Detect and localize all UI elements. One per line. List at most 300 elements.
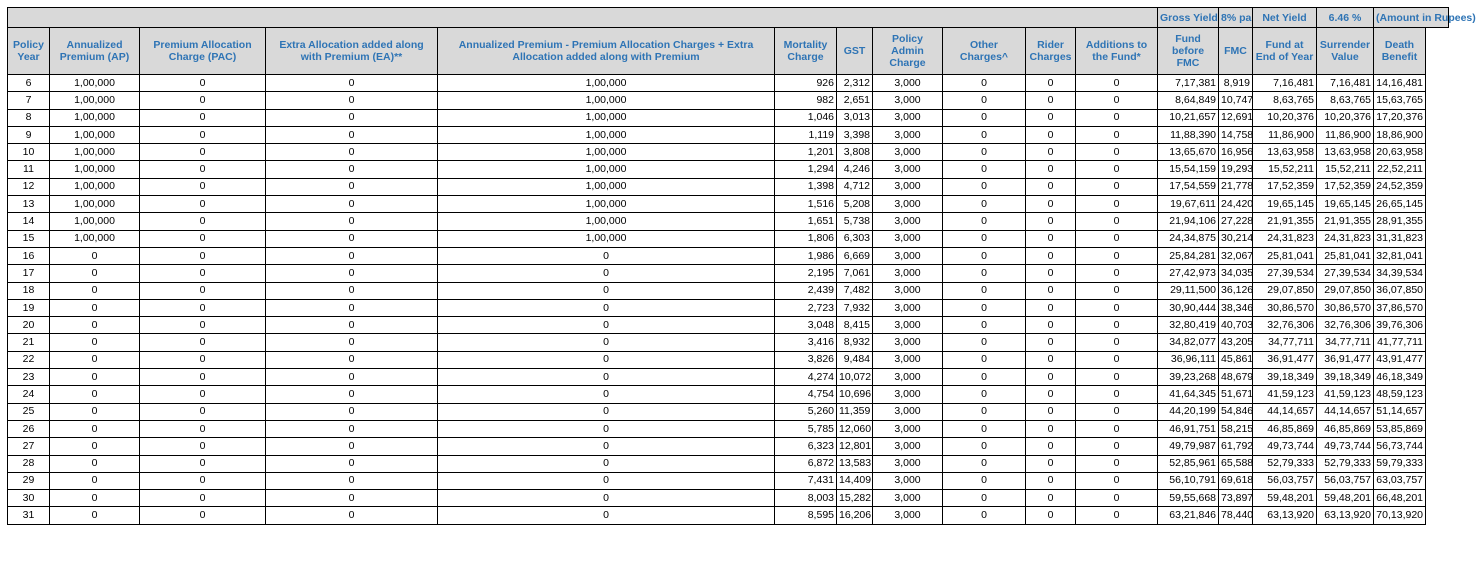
table-cell: 6,303 (837, 230, 873, 247)
table-cell: 32,067 (1219, 247, 1253, 264)
table-cell: 8,919 (1219, 75, 1253, 92)
table-cell: 0 (266, 282, 438, 299)
table-cell: 2,723 (775, 299, 837, 316)
column-header: Premium Allocation Charge (PAC) (140, 28, 266, 75)
table-cell: 11,86,900 (1253, 126, 1317, 143)
table-cell: 3,000 (873, 126, 943, 143)
table-cell: 0 (943, 196, 1026, 213)
table-cell: 46,85,869 (1253, 420, 1317, 437)
table-cell: 8,415 (837, 317, 873, 334)
column-header: Additions to the Fund* (1076, 28, 1158, 75)
table-cell: 2,651 (837, 92, 873, 109)
table-cell: 0 (50, 265, 140, 282)
table-cell: 3,416 (775, 334, 837, 351)
table-cell: 0 (266, 75, 438, 92)
table-cell: 36,126 (1219, 282, 1253, 299)
column-header: Other Charges^ (943, 28, 1026, 75)
table-cell: 39,23,268 (1158, 369, 1219, 386)
table-cell: 1,294 (775, 161, 837, 178)
table-cell: 34,82,077 (1158, 334, 1219, 351)
table-cell: 11,86,900 (1317, 126, 1374, 143)
table-cell: 37,86,570 (1374, 299, 1426, 316)
table-cell: 1,986 (775, 247, 837, 264)
table-cell: 17,54,559 (1158, 178, 1219, 195)
table-cell: 23 (8, 369, 50, 386)
table-cell: 41,59,123 (1253, 386, 1317, 403)
table-cell: 16,956 (1219, 144, 1253, 161)
table-cell: 0 (50, 334, 140, 351)
table-cell: 3,000 (873, 403, 943, 420)
table-cell: 31 (8, 507, 50, 524)
table-cell: 0 (1076, 75, 1158, 92)
table-cell: 24,31,823 (1253, 230, 1317, 247)
table-cell: 56,10,791 (1158, 472, 1219, 489)
table-cell: 982 (775, 92, 837, 109)
table-cell: 29,11,500 (1158, 282, 1219, 299)
table-row (8, 161, 1449, 178)
table-cell: 0 (266, 144, 438, 161)
table-cell: 3,000 (873, 455, 943, 472)
table-cell: 1,516 (775, 196, 837, 213)
table-cell: 17,52,359 (1317, 178, 1374, 195)
column-header: Fund at End of Year (1253, 28, 1317, 75)
table-cell: 24,52,359 (1374, 178, 1426, 195)
table-cell: 59,55,668 (1158, 490, 1219, 507)
table-cell: 63,13,920 (1253, 507, 1317, 524)
table-cell: 52,79,333 (1253, 455, 1317, 472)
table-cell: 36,07,850 (1374, 282, 1426, 299)
table-cell: 1,00,000 (438, 92, 775, 109)
yield-summary-cell: Gross Yield (1158, 8, 1219, 28)
table-cell: 1,00,000 (50, 161, 140, 178)
table-cell: 0 (140, 351, 266, 368)
table-cell: 1,00,000 (438, 126, 775, 143)
table-cell: 0 (438, 403, 775, 420)
table-cell: 9 (8, 126, 50, 143)
column-header: Surrender Value (1317, 28, 1374, 75)
table-cell: 14,758 (1219, 126, 1253, 143)
table-row (8, 265, 1449, 282)
table-cell: 13,583 (837, 455, 873, 472)
table-cell: 66,48,201 (1374, 490, 1426, 507)
table-cell: 0 (943, 299, 1026, 316)
table-cell: 39,18,349 (1317, 369, 1374, 386)
table-cell: 0 (140, 299, 266, 316)
table-cell: 29,07,850 (1317, 282, 1374, 299)
table-cell: 43,205 (1219, 334, 1253, 351)
table-cell: 7,17,381 (1158, 75, 1219, 92)
table-cell: 48,59,123 (1374, 386, 1426, 403)
table-cell: 30,86,570 (1253, 299, 1317, 316)
table-cell: 0 (50, 403, 140, 420)
table-cell: 19,65,145 (1253, 196, 1317, 213)
table-cell: 56,03,757 (1253, 472, 1317, 489)
table-cell: 3,000 (873, 334, 943, 351)
table-cell: 0 (438, 299, 775, 316)
table-cell: 0 (943, 455, 1026, 472)
table-cell: 0 (1026, 126, 1076, 143)
benefit-illustration-table-container (7, 7, 1476, 525)
table-cell: 58,215 (1219, 420, 1253, 437)
table-cell: 7,431 (775, 472, 837, 489)
table-row (8, 144, 1449, 161)
table-cell: 78,440 (1219, 507, 1253, 524)
table-cell: 6,323 (775, 438, 837, 455)
table-cell: 31,31,823 (1374, 230, 1426, 247)
table-cell: 15,52,211 (1317, 161, 1374, 178)
table-cell: 0 (1026, 334, 1076, 351)
table-cell: 51,671 (1219, 386, 1253, 403)
table-cell: 0 (140, 334, 266, 351)
table-cell: 46,18,349 (1374, 369, 1426, 386)
table-cell: 0 (140, 109, 266, 126)
table-cell: 0 (266, 438, 438, 455)
table-cell: 27,228 (1219, 213, 1253, 230)
table-cell: 8,932 (837, 334, 873, 351)
table-cell: 0 (50, 455, 140, 472)
table-cell: 12,060 (837, 420, 873, 437)
table-row (8, 334, 1449, 351)
table-cell: 0 (1026, 351, 1076, 368)
table-cell: 0 (266, 334, 438, 351)
table-cell: 28,91,355 (1374, 213, 1426, 230)
table-cell: 0 (1076, 247, 1158, 264)
table-cell: 63,21,846 (1158, 507, 1219, 524)
table-cell: 54,846 (1219, 403, 1253, 420)
table-cell: 0 (266, 317, 438, 334)
table-cell: 3,000 (873, 265, 943, 282)
table-cell: 3,000 (873, 438, 943, 455)
table-cell: 27,39,534 (1317, 265, 1374, 282)
table-cell: 3,000 (873, 247, 943, 264)
table-cell: 53,85,869 (1374, 420, 1426, 437)
table-cell: 3,000 (873, 299, 943, 316)
table-cell: 0 (438, 507, 775, 524)
table-cell: 63,03,757 (1374, 472, 1426, 489)
table-cell: 5,785 (775, 420, 837, 437)
table-cell: 0 (438, 334, 775, 351)
table-cell: 29 (8, 472, 50, 489)
column-header-row (8, 28, 1449, 75)
table-cell: 13 (8, 196, 50, 213)
table-row (8, 403, 1449, 420)
table-cell: 0 (140, 369, 266, 386)
table-cell: 0 (1076, 126, 1158, 143)
table-cell: 0 (1076, 92, 1158, 109)
table-cell: 43,91,477 (1374, 351, 1426, 368)
table-cell: 19,65,145 (1317, 196, 1374, 213)
table-cell: 3,000 (873, 109, 943, 126)
table-cell: 12,691 (1219, 109, 1253, 126)
table-cell: 1,00,000 (438, 144, 775, 161)
table-cell: 0 (266, 196, 438, 213)
table-cell: 3,000 (873, 161, 943, 178)
table-cell: 6,669 (837, 247, 873, 264)
table-cell: 0 (266, 507, 438, 524)
table-cell: 0 (140, 472, 266, 489)
table-cell: 27 (8, 438, 50, 455)
table-cell: 6 (8, 75, 50, 92)
table-cell: 1,00,000 (50, 109, 140, 126)
table-row (8, 369, 1449, 386)
table-cell: 15,54,159 (1158, 161, 1219, 178)
table-cell: 59,79,333 (1374, 455, 1426, 472)
table-cell: 0 (438, 369, 775, 386)
table-cell: 1,00,000 (50, 92, 140, 109)
table-cell: 10,20,376 (1253, 109, 1317, 126)
table-cell: 52,79,333 (1317, 455, 1374, 472)
table-cell: 1,00,000 (438, 213, 775, 230)
table-cell: 0 (140, 75, 266, 92)
column-header: FMC (1219, 28, 1253, 75)
table-cell: 36,91,477 (1253, 351, 1317, 368)
table-cell: 0 (1026, 438, 1076, 455)
table-cell: 3,000 (873, 386, 943, 403)
table-row (8, 92, 1449, 109)
column-header: Annualized Premium (AP) (50, 28, 140, 75)
table-cell: 12 (8, 178, 50, 195)
table-cell: 0 (1076, 282, 1158, 299)
table-cell: 7,482 (837, 282, 873, 299)
table-row (8, 317, 1449, 334)
table-cell: 0 (1026, 213, 1076, 230)
table-cell: 1,00,000 (50, 213, 140, 230)
table-cell: 32,76,306 (1253, 317, 1317, 334)
table-row (8, 213, 1449, 230)
table-cell: 24 (8, 386, 50, 403)
table-cell: 0 (50, 386, 140, 403)
table-cell: 2,439 (775, 282, 837, 299)
table-cell: 1,119 (775, 126, 837, 143)
table-cell: 24,31,823 (1317, 230, 1374, 247)
table-cell: 6,872 (775, 455, 837, 472)
table-cell: 0 (1026, 369, 1076, 386)
table-cell: 0 (438, 317, 775, 334)
table-cell: 0 (943, 144, 1026, 161)
table-cell: 0 (1026, 161, 1076, 178)
table-cell: 0 (266, 299, 438, 316)
table-cell: 0 (943, 109, 1026, 126)
table-cell: 36,91,477 (1317, 351, 1374, 368)
table-cell: 20 (8, 317, 50, 334)
table-cell: 0 (140, 490, 266, 507)
table-cell: 0 (266, 472, 438, 489)
table-cell: 26,65,145 (1374, 196, 1426, 213)
table-cell: 36,96,111 (1158, 351, 1219, 368)
table-cell: 3,013 (837, 109, 873, 126)
column-header: Fund before FMC (1158, 28, 1219, 75)
table-cell: 3,808 (837, 144, 873, 161)
table-cell: 0 (1076, 403, 1158, 420)
table-cell: 1,00,000 (438, 178, 775, 195)
table-cell: 0 (438, 455, 775, 472)
table-cell: 32,80,419 (1158, 317, 1219, 334)
table-cell: 7,061 (837, 265, 873, 282)
table-cell: 0 (1076, 144, 1158, 161)
table-cell: 0 (50, 438, 140, 455)
table-cell: 0 (1076, 109, 1158, 126)
table-cell: 0 (1026, 420, 1076, 437)
column-header: GST (837, 28, 873, 75)
table-cell: 1,00,000 (438, 196, 775, 213)
table-cell: 0 (943, 386, 1026, 403)
table-cell: 0 (266, 420, 438, 437)
table-cell: 0 (1076, 196, 1158, 213)
table-cell: 0 (140, 282, 266, 299)
table-row (8, 75, 1449, 92)
table-cell: 52,85,961 (1158, 455, 1219, 472)
table-cell: 0 (438, 472, 775, 489)
table-cell: 0 (1076, 351, 1158, 368)
table-cell: 4,754 (775, 386, 837, 403)
table-cell: 17 (8, 265, 50, 282)
table-cell: 0 (438, 265, 775, 282)
table-cell: 1,201 (775, 144, 837, 161)
table-cell: 0 (943, 247, 1026, 264)
column-header: Rider Charges (1026, 28, 1076, 75)
table-cell: 0 (1026, 507, 1076, 524)
yield-summary-row (8, 8, 1449, 28)
table-cell: 34,77,711 (1253, 334, 1317, 351)
table-cell: 0 (266, 351, 438, 368)
table-cell: 70,13,920 (1374, 507, 1426, 524)
table-cell: 0 (1026, 386, 1076, 403)
table-row (8, 455, 1449, 472)
yield-summary-cell: 6.46 % (1317, 8, 1374, 28)
table-cell: 1,046 (775, 109, 837, 126)
table-cell: 0 (50, 507, 140, 524)
table-cell: 27,39,534 (1253, 265, 1317, 282)
table-row (8, 230, 1449, 247)
table-cell: 39,76,306 (1374, 317, 1426, 334)
table-cell: 0 (1076, 420, 1158, 437)
table-cell: 30 (8, 490, 50, 507)
table-body (8, 75, 1449, 525)
table-cell: 1,00,000 (50, 178, 140, 195)
table-row (8, 386, 1449, 403)
table-cell: 44,14,657 (1253, 403, 1317, 420)
table-cell: 0 (1076, 386, 1158, 403)
table-cell: 11 (8, 161, 50, 178)
table-cell: 3,000 (873, 213, 943, 230)
table-cell: 25 (8, 403, 50, 420)
table-cell: 0 (943, 126, 1026, 143)
table-cell: 0 (1076, 490, 1158, 507)
table-cell: 19,293 (1219, 161, 1253, 178)
table-cell: 0 (943, 178, 1026, 195)
table-cell: 8,63,765 (1253, 92, 1317, 109)
table-cell: 12,801 (837, 438, 873, 455)
table-cell: 1,806 (775, 230, 837, 247)
table-row (8, 126, 1449, 143)
table-cell: 3,000 (873, 178, 943, 195)
column-header: Policy Year (8, 28, 50, 75)
table-cell: 8,63,765 (1317, 92, 1374, 109)
table-cell: 22 (8, 351, 50, 368)
table-cell: 49,73,744 (1253, 438, 1317, 455)
table-cell: 10 (8, 144, 50, 161)
table-cell: 26 (8, 420, 50, 437)
table-cell: 46,91,751 (1158, 420, 1219, 437)
table-cell: 61,792 (1219, 438, 1253, 455)
table-cell: 10,696 (837, 386, 873, 403)
table-cell: 4,246 (837, 161, 873, 178)
table-cell: 32,81,041 (1374, 247, 1426, 264)
table-cell: 1,00,000 (50, 230, 140, 247)
table-cell: 0 (266, 230, 438, 247)
table-cell: 41,64,345 (1158, 386, 1219, 403)
table-cell: 3,000 (873, 75, 943, 92)
table-cell: 3,000 (873, 420, 943, 437)
table-cell: 17,52,359 (1253, 178, 1317, 195)
table-cell: 44,14,657 (1317, 403, 1374, 420)
table-cell: 0 (266, 386, 438, 403)
table-cell: 0 (1076, 455, 1158, 472)
table-cell: 39,18,349 (1253, 369, 1317, 386)
table-cell: 0 (140, 230, 266, 247)
table-cell: 15,282 (837, 490, 873, 507)
table-row (8, 472, 1449, 489)
table-cell: 3,000 (873, 144, 943, 161)
table-cell: 27,42,973 (1158, 265, 1219, 282)
table-cell: 0 (1076, 213, 1158, 230)
table-cell: 13,63,958 (1317, 144, 1374, 161)
table-cell: 10,21,657 (1158, 109, 1219, 126)
table-cell: 0 (943, 334, 1026, 351)
table-cell: 0 (943, 507, 1026, 524)
table-cell: 0 (1076, 161, 1158, 178)
table-cell: 0 (50, 351, 140, 368)
table-cell: 65,588 (1219, 455, 1253, 472)
table-cell: 0 (266, 490, 438, 507)
table-cell: 0 (1026, 75, 1076, 92)
table-cell: 0 (266, 161, 438, 178)
table-cell: 29,07,850 (1253, 282, 1317, 299)
column-header: Mortality Charge (775, 28, 837, 75)
table-cell: 3,000 (873, 472, 943, 489)
table-cell: 3,826 (775, 351, 837, 368)
table-cell: 0 (140, 126, 266, 143)
table-cell: 45,861 (1219, 351, 1253, 368)
table-cell: 0 (438, 438, 775, 455)
table-cell: 20,63,958 (1374, 144, 1426, 161)
table-cell: 0 (140, 386, 266, 403)
table-cell: 0 (140, 144, 266, 161)
table-cell: 0 (266, 247, 438, 264)
table-cell: 3,000 (873, 490, 943, 507)
table-cell: 0 (140, 317, 266, 334)
table-cell: 73,897 (1219, 490, 1253, 507)
column-header: Annualized Premium - Premium Allocation Charges + Extra Allocation added along with Premium (438, 28, 775, 75)
table-cell: 3,000 (873, 351, 943, 368)
table-cell: 0 (1026, 299, 1076, 316)
table-cell: 1,00,000 (438, 161, 775, 178)
table-cell: 0 (266, 126, 438, 143)
table-cell: 10,072 (837, 369, 873, 386)
table-cell: 0 (140, 92, 266, 109)
table-cell: 5,738 (837, 213, 873, 230)
table-cell: 0 (1026, 178, 1076, 195)
table-cell: 41,77,711 (1374, 334, 1426, 351)
table-cell: 0 (438, 247, 775, 264)
table-cell: 2,312 (837, 75, 873, 92)
table-cell: 3,000 (873, 369, 943, 386)
table-cell: 0 (1026, 230, 1076, 247)
table-cell: 5,260 (775, 403, 837, 420)
table-cell: 0 (438, 490, 775, 507)
table-cell: 2,195 (775, 265, 837, 282)
table-cell: 30,214 (1219, 230, 1253, 247)
